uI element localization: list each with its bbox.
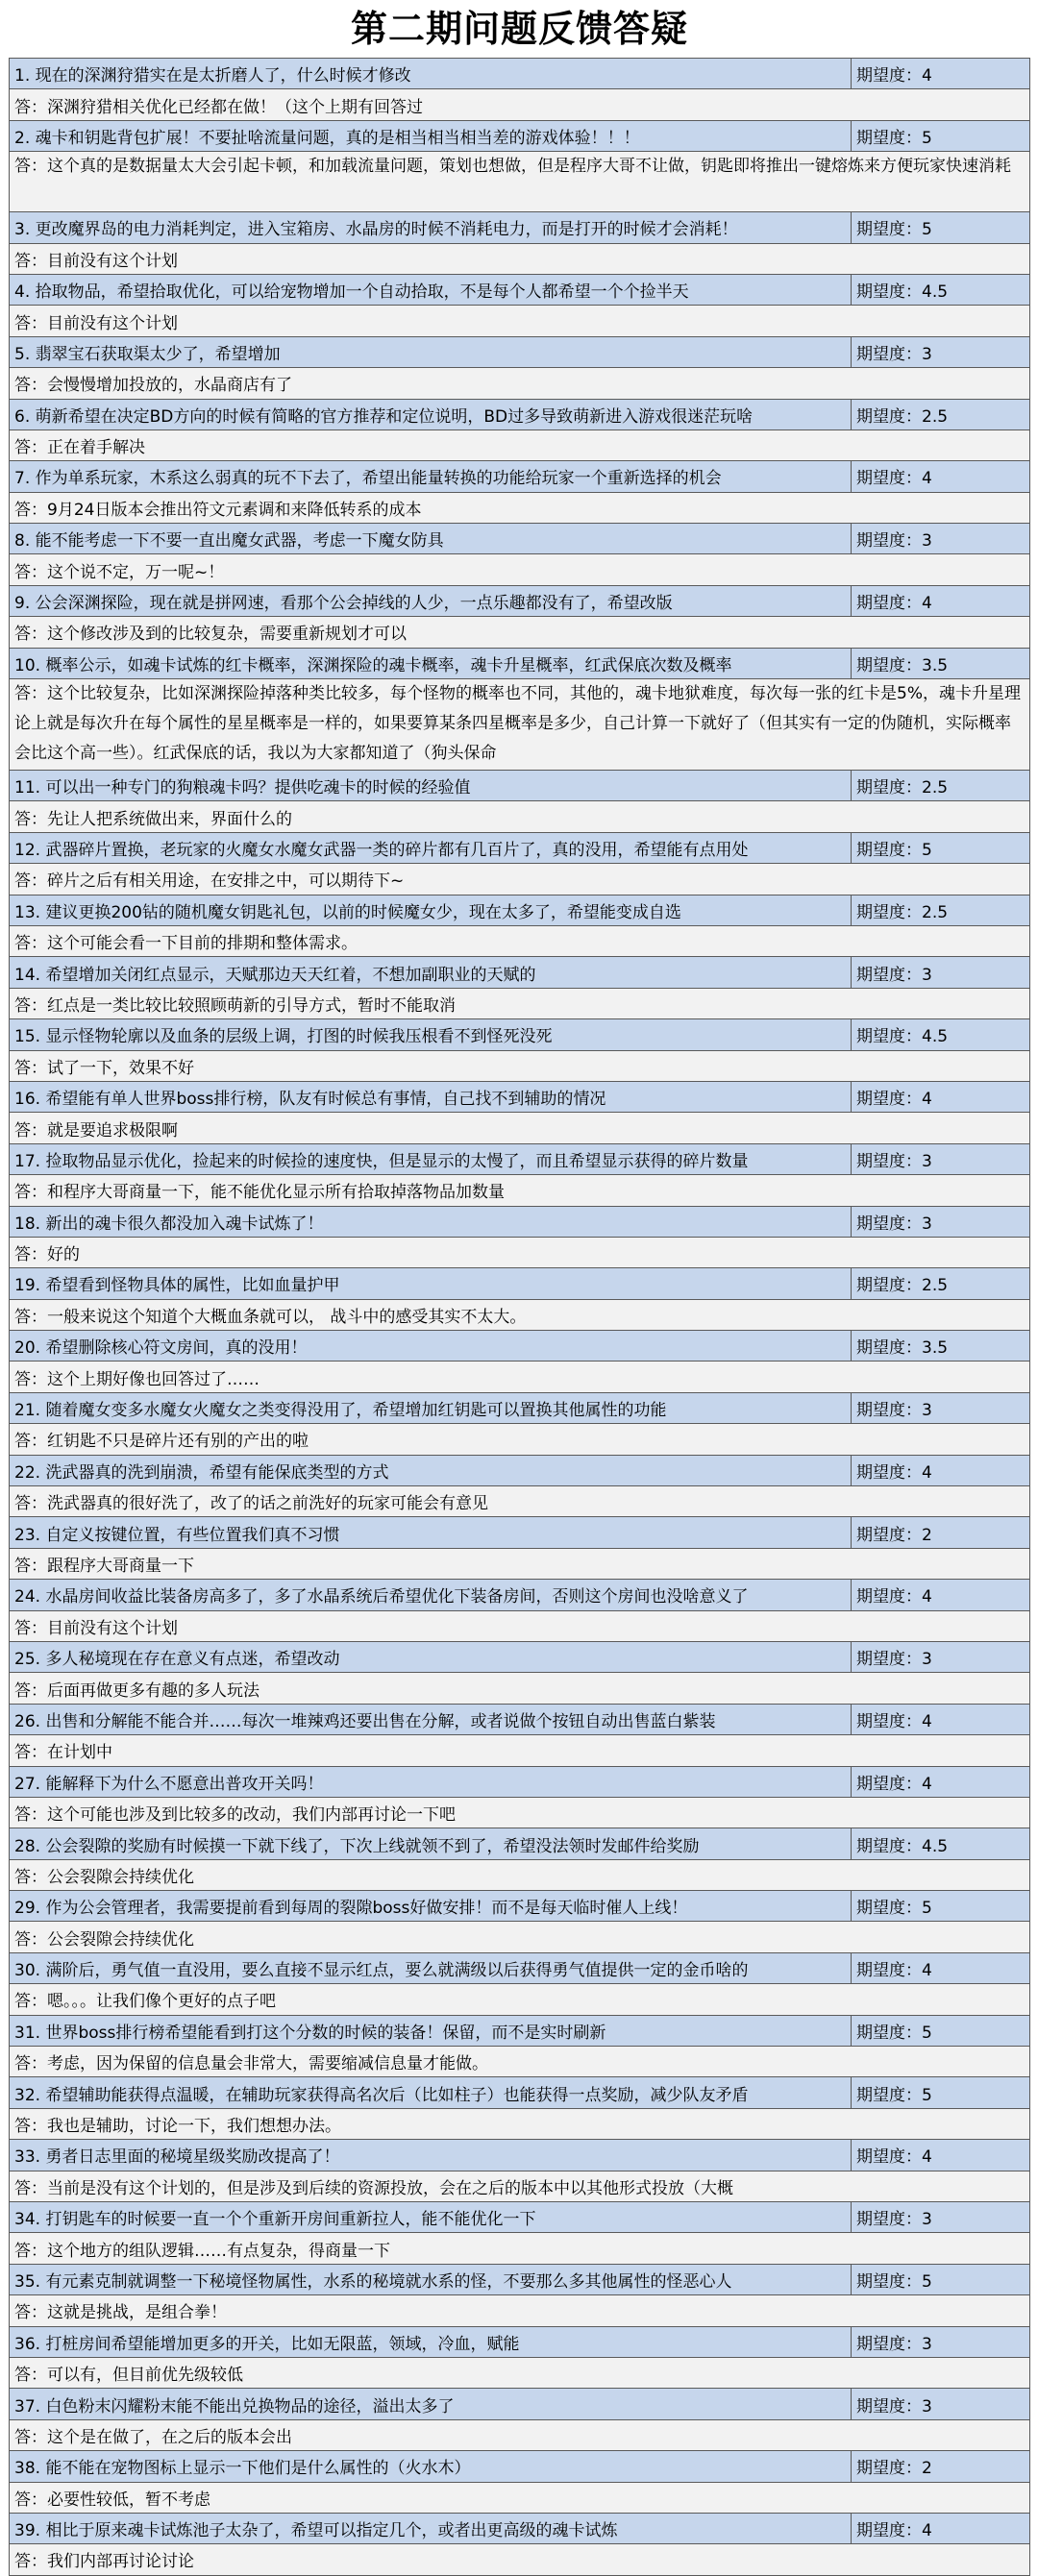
question-row [10,1704,1030,1734]
question-text: 14. 希望增加关闭红点显示，天赋那边天天红着，不想加副职业的天赋的 [10,957,852,988]
answer-text: 答：这就是挑战，是组合拳！ [10,2295,1030,2326]
question-row [10,274,1030,305]
question-row [10,648,1030,678]
question-text: 5. 翡翠宝石获取渠太少了，希望增加 [10,336,852,367]
expectation-score: 期望度：5 [852,2015,1030,2046]
answer-text: 答：公会裂隙会持续优化 [10,1922,1030,1952]
answer-text: 答：这个修改涉及到的比较复杂，需要重新规划才可以 [10,617,1030,648]
question-row [10,1331,1030,1362]
answer-row [10,2357,1030,2388]
expectation-score: 期望度：3 [852,1143,1030,1174]
answer-text: 答：就是要追求极限啊 [10,1113,1030,1143]
expectation-score: 期望度：3 [852,2326,1030,2357]
question-row [10,399,1030,429]
expectation-score: 期望度：4 [852,1952,1030,1983]
expectation-score: 期望度：3 [852,524,1030,554]
question-text: 18. 新出的魂卡很久都没加入魂卡试炼了！ [10,1206,852,1237]
expectation-score: 期望度：4 [852,1580,1030,1610]
question-text: 21. 随着魔女变多水魔女火魔女之类变得没用了，希望增加红钥匙可以置换其他属性的功能 [10,1392,852,1423]
question-row [10,461,1030,492]
expectation-score: 期望度：5 [852,2077,1030,2108]
question-row [10,585,1030,616]
question-text: 7. 作为单系玩家，木系这么弱真的玩不下去了，希望出能量转换的功能给玩家一个重新选择的机会 [10,461,852,492]
answer-text: 答：这个是在做了，在之后的版本会出 [10,2419,1030,2450]
expectation-score: 期望度：3 [852,336,1030,367]
question-text: 37. 白色粉末闪耀粉末能不能出兑换物品的途径，溢出太多了 [10,2389,852,2419]
question-row [10,832,1030,863]
question-row [10,1580,1030,1610]
question-text: 13. 建议更换200钻的随机魔女钥匙礼包，以前的时候魔女少，现在太多了，希望能变成自选 [10,895,852,925]
question-row [10,1455,1030,1485]
question-row [10,212,1030,243]
question-text: 27. 能解释下为什么不愿意出普攻开关吗！ [10,1766,852,1797]
answer-text: 答：公会裂隙会持续优化 [10,1859,1030,1890]
answer-text: 答：和程序大哥商量一下，能不能优化显示所有拾取掉落物品加数量 [10,1175,1030,1206]
answer-text: 答：好的 [10,1237,1030,1267]
question-row [10,1952,1030,1983]
expectation-score: 期望度：2.5 [852,399,1030,429]
question-row [10,1766,1030,1797]
expectation-score: 期望度：4.5 [852,274,1030,305]
answer-text: 答：跟程序大哥商量一下 [10,1548,1030,1579]
question-text: 32. 希望辅助能获得点温暖，在辅助玩家获得高名次后（比如柱子）也能获得一点奖励，减少队友矛盾 [10,2077,852,2108]
answer-row [10,801,1030,832]
answer-row [10,2544,1030,2575]
question-text: 39. 相比于原来魂卡试炼池子太杂了，希望可以指定几个，或者出更高级的魂卡试炼 [10,2513,852,2543]
answer-text: 答：深渊狩猎相关优化已经都在做！（这个上期有回答过 [10,89,1030,120]
expectation-score: 期望度：2 [852,1517,1030,1548]
answer-text: 答：这个可能会看一下目前的排期和整体需求。 [10,925,1030,956]
question-row [10,2513,1030,2543]
question-text: 11. 可以出一种专门的狗粮魂卡吗？提供吃魂卡的时候的经验值 [10,771,852,801]
answer-row [10,1237,1030,1267]
answer-row [10,988,1030,1018]
question-text: 26. 出售和分解能不能合并……每次一堆辣鸡还要出售在分解，或者说做个按钮自动出售蓝白紫装 [10,1704,852,1734]
question-row [10,771,1030,801]
answer-text: 答：这个说不定，万一呢~！ [10,554,1030,585]
question-row [10,2077,1030,2108]
expectation-score: 期望度：4.5 [852,1828,1030,1859]
answer-row [10,2295,1030,2326]
question-row [10,957,1030,988]
answer-row [10,368,1030,399]
question-row [10,2015,1030,2046]
answer-row [10,1984,1030,2015]
question-row [10,2326,1030,2357]
answer-row [10,2108,1030,2139]
expectation-score: 期望度：3 [852,2389,1030,2419]
expectation-score: 期望度：4 [852,1081,1030,1112]
question-text: 19. 希望看到怪物具体的属性，比如血量护甲 [10,1268,852,1299]
answer-row [10,243,1030,274]
question-text: 16. 希望能有单人世界boss排行榜，队友有时候总有事情，自己找不到辅助的情况 [10,1081,852,1112]
answer-row [10,1735,1030,1766]
answer-row [10,429,1030,460]
answer-text: 答：红点是一类比较比较照顾萌新的引导方式，暂时不能取消 [10,988,1030,1018]
question-row [10,1828,1030,1859]
answer-row [10,1362,1030,1392]
page-title: 第二期问题反馈答疑 [350,8,688,50]
question-text: 31. 世界boss排行榜希望能看到打这个分数的时候的装备！保留，而不是实时刷新 [10,2015,852,2046]
answer-text: 答：我们内部再讨论讨论 [10,2544,1030,2575]
answer-text: 答：当前是没有这个计划的，但是涉及到后续的资源投放，会在之后的版本中以其他形式投放（大概 [10,2171,1030,2201]
answer-row [10,617,1030,648]
question-text: 20. 希望删除核心符文房间，真的没用！ [10,1331,852,1362]
answer-text: 答：嗯。。。让我们像个更好的点子吧 [10,1984,1030,2015]
answer-row [10,89,1030,120]
answer-row [10,1113,1030,1143]
expectation-score: 期望度：3.5 [852,1331,1030,1362]
answer-text: 答：红钥匙不只是碎片还有别的产出的啦 [10,1424,1030,1455]
answer-row [10,1797,1030,1828]
question-row [10,1206,1030,1237]
answer-row [10,1175,1030,1206]
question-row [10,1641,1030,1672]
answer-row [10,1548,1030,1579]
expectation-score: 期望度：4 [852,1455,1030,1485]
answer-row [10,1922,1030,1952]
question-text: 1. 现在的深渊狩猎实在是太折磨人了，什么时候才修改 [10,59,852,89]
answer-text: 答：我也是辅助，讨论一下，我们想想办法。 [10,2108,1030,2139]
question-text: 15. 显示怪物轮廓以及血条的层级上调，打图的时候我压根看不到怪死没死 [10,1019,852,1050]
question-text: 24. 水晶房间收益比装备房高多了，多了水晶系统后希望优化下装备房间，否则这个房间也没啥意义了 [10,1580,852,1610]
expectation-score: 期望度：2.5 [852,771,1030,801]
question-text: 2. 魂卡和钥匙背包扩展！不要扯啥流量问题，真的是相当相当相当差的游戏体验！！！ [10,120,852,151]
answer-text: 答：这个地方的组队逻辑……有点复杂，得商量一下 [10,2233,1030,2264]
expectation-score: 期望度：3 [852,2202,1030,2233]
answer-row [10,1673,1030,1704]
question-row [10,120,1030,151]
answer-text: 答：先让人把系统做出来，界面什么的 [10,801,1030,832]
question-text: 23. 自定义按键位置，有些位置我们真不习惯 [10,1517,852,1548]
expectation-score: 期望度：4 [852,59,1030,89]
expectation-score: 期望度：3 [852,957,1030,988]
answer-text: 答：后面再做更多有趣的多人玩法 [10,1673,1030,1704]
answer-text: 答：碎片之后有相关用途，在安排之中，可以期待下~ [10,864,1030,895]
expectation-score: 期望度：2 [852,2451,1030,2482]
question-row [10,336,1030,367]
question-text: 28. 公会裂隙的奖励有时候摸一下就下线了，下次上线就领不到了，希望没法领时发邮件给奖励 [10,1828,852,1859]
answer-row [10,2482,1030,2513]
expectation-score: 期望度：4 [852,2513,1030,2543]
question-text: 35. 有元素克制就调整一下秘境怪物属性，水系的秘境就水系的怪，不要那么多其他属性的怪恶心人 [10,2264,852,2294]
answer-text: 答：这个比较复杂，比如深渊探险掉落种类比较多，每个怪物的概率也不同，其他的，魂卡地狱难度，每次每一张的红卡是5%，魂卡升星理论上就是每次升在每个属性的星星概率是一样的，如果要算某条四星概率是多少，自己计算一下就好了（但其实有一定的伪随机，实际概率会比这个高一些）。红武保底的话，我以为大家都知道了（狗头保命 [10,679,1030,771]
answer-row [10,1859,1030,1890]
question-row [10,1517,1030,1548]
question-text: 4. 拾取物品，希望拾取优化，可以给宠物增加一个自动拾取，不是每个人都希望一个个捡半天 [10,274,852,305]
expectation-score: 期望度：3 [852,1641,1030,1672]
answer-row [10,925,1030,956]
expectation-score: 期望度：4 [852,585,1030,616]
answer-row [10,2171,1030,2201]
question-row [10,1891,1030,1922]
expectation-score: 期望度：5 [852,120,1030,151]
answer-row [10,2419,1030,2450]
expectation-score: 期望度：5 [852,2264,1030,2294]
answer-row [10,1610,1030,1641]
answer-text: 答：必要性较低，暂不考虑 [10,2482,1030,2513]
answer-text: 答：可以有，但目前优先级较低 [10,2357,1030,2388]
faq-table [9,58,1030,2576]
answer-text: 答：一般来说这个知道个大概血条就可以， 战斗中的感受其实不太大。 [10,1299,1030,1330]
answer-text: 答：这个上期好像也回答过了…… [10,1362,1030,1392]
question-row [10,2389,1030,2419]
expectation-score: 期望度：4 [852,1704,1030,1734]
question-text: 29. 作为公会管理者，我需要提前看到每周的裂隙boss好做安排！而不是每天临时催人上线！ [10,1891,852,1922]
answer-text: 答：正在着手解决 [10,429,1030,460]
answer-row [10,152,1030,212]
answer-text: 答：试了一下，效果不好 [10,1050,1030,1081]
question-row [10,2140,1030,2171]
question-text: 30. 满阶后，勇气值一直没用，要么直接不显示红点，要么就满级以后获得勇气值提供一定的金币啥的 [10,1952,852,1983]
question-text: 17. 捡取物品显示优化，捡起来的时候捡的速度快，但是显示的太慢了，而且希望显示获得的碎片数量 [10,1143,852,1174]
expectation-score: 期望度：3 [852,1206,1030,1237]
question-row [10,1143,1030,1174]
expectation-score: 期望度：5 [852,1891,1030,1922]
question-text: 12. 武器碎片置换，老玩家的火魔女水魔女武器一类的碎片都有几百片了，真的没用，希望能有点用处 [10,832,852,863]
question-text: 22. 洗武器真的洗到崩溃，希望有能保底类型的方式 [10,1455,852,1485]
question-row [10,524,1030,554]
question-row [10,2202,1030,2233]
answer-text: 答：这个真的是数据量太大会引起卡顿，和加载流量问题，策划也想做，但是程序大哥不让做，钥匙即将推出一键熔炼来方便玩家快速消耗 [10,152,1030,212]
question-text: 36. 打桩房间希望能增加更多的开关，比如无限蓝，领域，冷血，赋能 [10,2326,852,2357]
question-row [10,1268,1030,1299]
question-row [10,1081,1030,1112]
question-row [10,2264,1030,2294]
expectation-score: 期望度：2.5 [852,895,1030,925]
question-text: 33. 勇者日志里面的秘境星级奖励改提高了！ [10,2140,852,2171]
answer-text: 答：洗武器真的很好洗了，改了的话之前洗好的玩家可能会有意见 [10,1486,1030,1517]
answer-text: 答：目前没有这个计划 [10,243,1030,274]
answer-text: 答：考虑，因为保留的信息量会非常大，需要缩减信息量才能做。 [10,2047,1030,2077]
expectation-score: 期望度：4 [852,1766,1030,1797]
answer-text: 答：在计划中 [10,1735,1030,1766]
question-text: 6. 萌新希望在决定BD方向的时候有简略的官方推荐和定位说明，BD过多导致萌新进入游戏很迷茫玩啥 [10,399,852,429]
question-row [10,895,1030,925]
expectation-score: 期望度：4.5 [852,1019,1030,1050]
answer-text: 答：会慢慢增加投放的，水晶商店有了 [10,368,1030,399]
answer-row [10,492,1030,523]
question-text: 3. 更改魔界岛的电力消耗判定，进入宝箱房、水晶房的时候不消耗电力，而是打开的时候才会消耗！ [10,212,852,243]
question-row [10,1392,1030,1423]
expectation-score: 期望度：5 [852,832,1030,863]
question-text: 10. 概率公示，如魂卡试炼的红卡概率，深渊探险的魂卡概率，魂卡升星概率，红武保底次数及概率 [10,648,852,678]
expectation-score: 期望度：4 [852,461,1030,492]
question-text: 8. 能不能考虑一下不要一直出魔女武器，考虑一下魔女防具 [10,524,852,554]
answer-row [10,1299,1030,1330]
answer-row [10,306,1030,336]
expectation-score: 期望度：3.5 [852,648,1030,678]
question-row [10,59,1030,89]
answer-row [10,1050,1030,1081]
question-text: 25. 多人秘境现在存在意义有点迷，希望改动 [10,1641,852,1672]
answer-row [10,554,1030,585]
expectation-score: 期望度：4 [852,2140,1030,2171]
question-row [10,2451,1030,2482]
answer-text: 答：目前没有这个计划 [10,306,1030,336]
answer-row [10,1424,1030,1455]
answer-row [10,679,1030,771]
answer-row [10,1486,1030,1517]
answer-row [10,2047,1030,2077]
answer-text: 答：9月24日版本会推出符文元素调和来降低转系的成本 [10,492,1030,523]
question-text: 34. 打钥匙车的时候要一直一个个重新开房间重新拉人，能不能优化一下 [10,2202,852,2233]
question-text: 38. 能不能在宠物图标上显示一下他们是什么属性的（火水木） [10,2451,852,2482]
answer-text: 答：目前没有这个计划 [10,1610,1030,1641]
question-row [10,1019,1030,1050]
answer-text: 答：这个可能也涉及到比较多的改动，我们内部再讨论一下吧 [10,1797,1030,1828]
answer-row [10,864,1030,895]
question-text: 9. 公会深渊探险，现在就是拼网速，看那个公会掉线的人少，一点乐趣都没有了，希望改版 [10,585,852,616]
expectation-score: 期望度：2.5 [852,1268,1030,1299]
expectation-score: 期望度：5 [852,212,1030,243]
answer-row [10,2233,1030,2264]
expectation-score: 期望度：3 [852,1392,1030,1423]
